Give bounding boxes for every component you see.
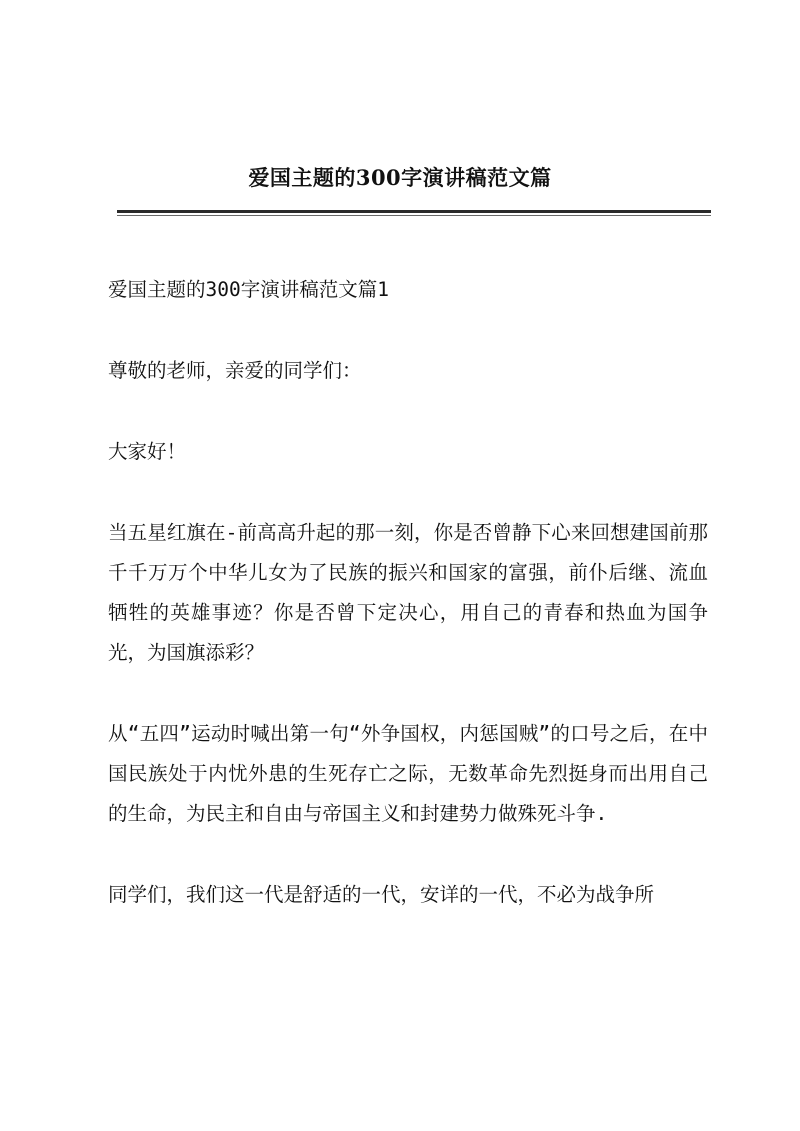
title-rule-thin [117, 215, 711, 216]
section-heading: 爱国主题的300字演讲稿范文篇1 [108, 278, 389, 301]
document-title: 爱国主题的300字演讲稿范文篇 [248, 165, 552, 190]
body-paragraph: 同学们，我们这一代是舒适的一代，安详的一代，不必为战争所 [108, 883, 655, 906]
greeting: 大家好！ [108, 440, 187, 463]
body-paragraph: 当五星红旗在-前高高升起的那一刻，你是否曾静下心来回想建国前那千千万万个中华儿女为了民族的振兴和国家的富强，前仆后继、流血牺牲的英雄事迹？你是否曾下定决心，用自己的青春和热血为国争光，为国旗添彩？ [108, 521, 708, 664]
body-paragraph: 从“五四”运动时喊出第一句“外争国权，内惩国贼”的口号之后，在中国民族处于内忧外患的生死存亡之际，无数革命先烈挺身而出用自己的生命，为民主和自由与帝国主义和封建势力做殊死斗争. [108, 722, 708, 825]
document-body [108, 270, 708, 956]
title-rule-thick [117, 210, 711, 213]
salutation: 尊敬的老师，亲爱的同学们： [108, 359, 362, 382]
